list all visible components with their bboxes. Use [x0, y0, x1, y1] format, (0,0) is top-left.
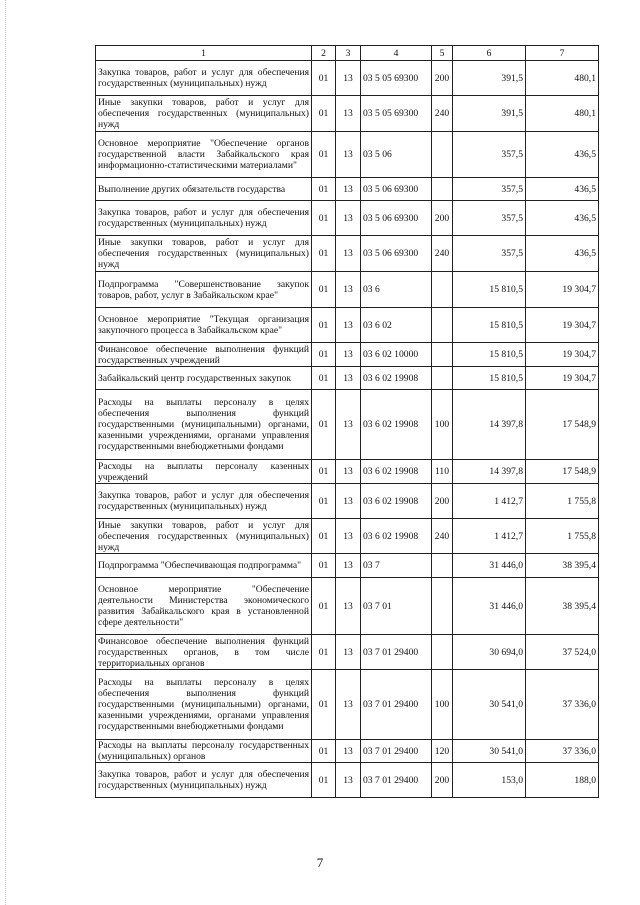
row-name: Подпрограмма "Обеспечивающая подпрограмма"	[96, 554, 312, 578]
row-section: 01	[312, 670, 336, 740]
row-subsection: 13	[336, 343, 361, 367]
row-amount-year-2: 19 304,7	[526, 367, 599, 390]
header-col-6: 6	[453, 46, 526, 61]
row-target-article: 03 5 06	[361, 132, 432, 178]
row-target-article: 03 5 06 69300	[361, 201, 432, 236]
header-row	[96, 46, 599, 61]
row-name: Закупка товаров, работ и услуг для обеспечения государственных (муниципальных) нужд	[96, 201, 312, 236]
header-col-2: 2	[312, 46, 336, 61]
scan-edge-line	[5, 0, 6, 905]
row-name: Расходы на выплаты персоналу в целях обеспечения выполнения функций государственными (муниципальными) органами, казенными учреждениями, органами управления государственными внебюджетными фондами	[96, 390, 312, 460]
row-subsection: 13	[336, 308, 361, 343]
row-subsection: 13	[336, 178, 361, 201]
row-name: Основное мероприятие "Обеспечение органов государственной власти Забайкальского края информационно-статистическими материалами"	[96, 132, 312, 178]
row-section: 01	[312, 343, 336, 367]
row-name: Подпрограмма "Совершенствование закупок товаров, работ, услуг в Забайкальском крае"	[96, 272, 312, 308]
row-name: Закупка товаров, работ и услуг для обеспечения государственных (муниципальных) нужд	[96, 484, 312, 519]
table-row	[96, 61, 599, 96]
page-number: 7	[316, 855, 324, 870]
row-subsection: 13	[336, 763, 361, 798]
row-section: 01	[312, 132, 336, 178]
row-name: Иные закупки товаров, работ и услуг для обеспечения государственных (муниципальных) нужд	[96, 236, 312, 272]
row-amount-year-1: 357,5	[453, 201, 526, 236]
table-row	[96, 670, 599, 740]
row-amount-year-2: 37 524,0	[526, 635, 599, 670]
row-amount-year-1: 30 541,0	[453, 740, 526, 763]
row-expense-type	[432, 132, 453, 178]
row-target-article: 03 5 06 69300	[361, 178, 432, 201]
row-section: 01	[312, 272, 336, 308]
row-section: 01	[312, 460, 336, 484]
row-section: 01	[312, 763, 336, 798]
row-amount-year-1: 153,0	[453, 763, 526, 798]
row-expense-type	[432, 635, 453, 670]
header-col-4: 4	[361, 46, 432, 61]
row-expense-type: 100	[432, 390, 453, 460]
row-amount-year-2: 188,0	[526, 763, 599, 798]
budget-table	[95, 45, 599, 798]
row-target-article: 03 5 05 69300	[361, 96, 432, 132]
row-subsection: 13	[336, 132, 361, 178]
row-expense-type: 110	[432, 460, 453, 484]
row-subsection: 13	[336, 96, 361, 132]
table-row	[96, 740, 599, 763]
row-amount-year-2: 436,5	[526, 178, 599, 201]
row-section: 01	[312, 390, 336, 460]
row-amount-year-1: 1 412,7	[453, 519, 526, 554]
row-section: 01	[312, 178, 336, 201]
row-expense-type	[432, 272, 453, 308]
row-subsection: 13	[336, 367, 361, 390]
table-row	[96, 484, 599, 519]
row-subsection: 13	[336, 740, 361, 763]
row-name: Расходы на выплаты персоналу в целях обеспечения выполнения функций государственными (муниципальными) органами, казенными учреждениями, органами управления государственными внебюджетными фондами	[96, 670, 312, 740]
row-subsection: 13	[336, 390, 361, 460]
row-target-article: 03 5 06 69300	[361, 236, 432, 272]
row-name: Закупка товаров, работ и услуг для обеспечения государственных (муниципальных) нужд	[96, 763, 312, 798]
table-row	[96, 343, 599, 367]
row-expense-type	[432, 308, 453, 343]
row-amount-year-2: 38 395,4	[526, 554, 599, 578]
row-expense-type	[432, 554, 453, 578]
table-header	[96, 46, 599, 61]
row-subsection: 13	[336, 578, 361, 635]
row-subsection: 13	[336, 236, 361, 272]
row-amount-year-1: 357,5	[453, 236, 526, 272]
table-row	[96, 132, 599, 178]
table-row	[96, 201, 599, 236]
row-amount-year-2: 1 755,8	[526, 484, 599, 519]
row-name: Финансовое обеспечение выполнения функций государственных учреждений	[96, 343, 312, 367]
header-col-7: 7	[526, 46, 599, 61]
table-row	[96, 236, 599, 272]
row-amount-year-2: 37 336,0	[526, 740, 599, 763]
table-row	[96, 367, 599, 390]
row-amount-year-1: 31 446,0	[453, 554, 526, 578]
row-expense-type: 200	[432, 201, 453, 236]
header-col-3: 3	[336, 46, 361, 61]
row-section: 01	[312, 308, 336, 343]
row-subsection: 13	[336, 635, 361, 670]
row-expense-type: 200	[432, 763, 453, 798]
row-target-article: 03 7 01	[361, 578, 432, 635]
row-amount-year-2: 480,1	[526, 96, 599, 132]
row-amount-year-1: 15 810,5	[453, 272, 526, 308]
row-section: 01	[312, 578, 336, 635]
table-row	[96, 763, 599, 798]
row-amount-year-1: 31 446,0	[453, 578, 526, 635]
table-row	[96, 96, 599, 132]
row-amount-year-2: 436,5	[526, 201, 599, 236]
row-amount-year-1: 391,5	[453, 61, 526, 96]
row-target-article: 03 6 02 19908	[361, 367, 432, 390]
row-expense-type: 240	[432, 519, 453, 554]
row-amount-year-1: 391,5	[453, 96, 526, 132]
row-amount-year-2: 17 548,9	[526, 390, 599, 460]
row-section: 01	[312, 201, 336, 236]
row-expense-type: 240	[432, 236, 453, 272]
row-expense-type: 200	[432, 61, 453, 96]
row-name: Основное мероприятие "Обеспечение деятельности Министерства экономического развития Забайкальского края в установленной сфере деятельности"	[96, 578, 312, 635]
row-target-article: 03 6	[361, 272, 432, 308]
row-amount-year-2: 19 304,7	[526, 272, 599, 308]
row-amount-year-2: 436,5	[526, 236, 599, 272]
row-amount-year-1: 14 397,8	[453, 390, 526, 460]
row-target-article: 03 5 05 69300	[361, 61, 432, 96]
row-section: 01	[312, 740, 336, 763]
row-amount-year-2: 1 755,8	[526, 519, 599, 554]
row-subsection: 13	[336, 484, 361, 519]
row-name: Расходы на выплаты персоналу государственных (муниципальных) органов	[96, 740, 312, 763]
row-section: 01	[312, 61, 336, 96]
table-row	[96, 272, 599, 308]
header-col-1: 1	[96, 46, 312, 61]
row-target-article: 03 7	[361, 554, 432, 578]
row-section: 01	[312, 635, 336, 670]
row-amount-year-1: 14 397,8	[453, 460, 526, 484]
row-target-article: 03 6 02	[361, 308, 432, 343]
row-name: Забайкальский центр государственных закупок	[96, 367, 312, 390]
row-target-article: 03 6 02 19908	[361, 460, 432, 484]
row-amount-year-2: 19 304,7	[526, 308, 599, 343]
row-name: Финансовое обеспечение выполнения функций государственных органов, в том числе территориальных органов	[96, 635, 312, 670]
row-section: 01	[312, 96, 336, 132]
row-section: 01	[312, 484, 336, 519]
row-amount-year-1: 15 810,5	[453, 308, 526, 343]
header-col-5: 5	[432, 46, 453, 61]
table-row	[96, 635, 599, 670]
row-subsection: 13	[336, 460, 361, 484]
row-name: Расходы на выплаты персоналу казенных учреждений	[96, 460, 312, 484]
row-target-article: 03 6 02 19908	[361, 390, 432, 460]
row-expense-type	[432, 178, 453, 201]
row-amount-year-2: 480,1	[526, 61, 599, 96]
row-name: Выполнение других обязательств государства	[96, 178, 312, 201]
row-expense-type: 120	[432, 740, 453, 763]
row-expense-type: 100	[432, 670, 453, 740]
table-row	[96, 390, 599, 460]
row-section: 01	[312, 367, 336, 390]
table-row	[96, 308, 599, 343]
row-section: 01	[312, 554, 336, 578]
row-name: Иные закупки товаров, работ и услуг для обеспечения государственных (муниципальных) нужд	[96, 96, 312, 132]
row-expense-type	[432, 343, 453, 367]
row-amount-year-1: 1 412,7	[453, 484, 526, 519]
row-name: Закупка товаров, работ и услуг для обеспечения государственных (муниципальных) нужд	[96, 61, 312, 96]
row-amount-year-1: 15 810,5	[453, 367, 526, 390]
table-row	[96, 178, 599, 201]
row-subsection: 13	[336, 670, 361, 740]
table-row	[96, 519, 599, 554]
row-expense-type: 240	[432, 96, 453, 132]
row-amount-year-1: 30 541,0	[453, 670, 526, 740]
row-subsection: 13	[336, 61, 361, 96]
row-target-article: 03 7 01 29400	[361, 740, 432, 763]
row-target-article: 03 7 01 29400	[361, 763, 432, 798]
row-subsection: 13	[336, 272, 361, 308]
row-target-article: 03 6 02 19908	[361, 484, 432, 519]
row-amount-year-1: 357,5	[453, 132, 526, 178]
row-amount-year-1: 30 694,0	[453, 635, 526, 670]
row-target-article: 03 6 02 10000	[361, 343, 432, 367]
row-name: Иные закупки товаров, работ и услуг для обеспечения государственных (муниципальных) нужд	[96, 519, 312, 554]
table-body	[96, 61, 599, 798]
row-target-article: 03 7 01 29400	[361, 635, 432, 670]
row-section: 01	[312, 236, 336, 272]
row-subsection: 13	[336, 554, 361, 578]
row-amount-year-2: 17 548,9	[526, 460, 599, 484]
table-row	[96, 578, 599, 635]
row-amount-year-2: 436,5	[526, 132, 599, 178]
table-row	[96, 460, 599, 484]
row-target-article: 03 6 02 19908	[361, 519, 432, 554]
row-amount-year-2: 37 336,0	[526, 670, 599, 740]
row-name: Основное мероприятие "Текущая организация закупочного процесса в Забайкальском крае"	[96, 308, 312, 343]
row-target-article: 03 7 01 29400	[361, 670, 432, 740]
row-amount-year-2: 38 395,4	[526, 578, 599, 635]
row-expense-type: 200	[432, 484, 453, 519]
row-subsection: 13	[336, 201, 361, 236]
row-amount-year-1: 15 810,5	[453, 343, 526, 367]
row-expense-type	[432, 367, 453, 390]
row-section: 01	[312, 519, 336, 554]
row-amount-year-2: 19 304,7	[526, 343, 599, 367]
row-amount-year-1: 357,5	[453, 178, 526, 201]
row-expense-type	[432, 578, 453, 635]
table-row	[96, 554, 599, 578]
row-subsection: 13	[336, 519, 361, 554]
